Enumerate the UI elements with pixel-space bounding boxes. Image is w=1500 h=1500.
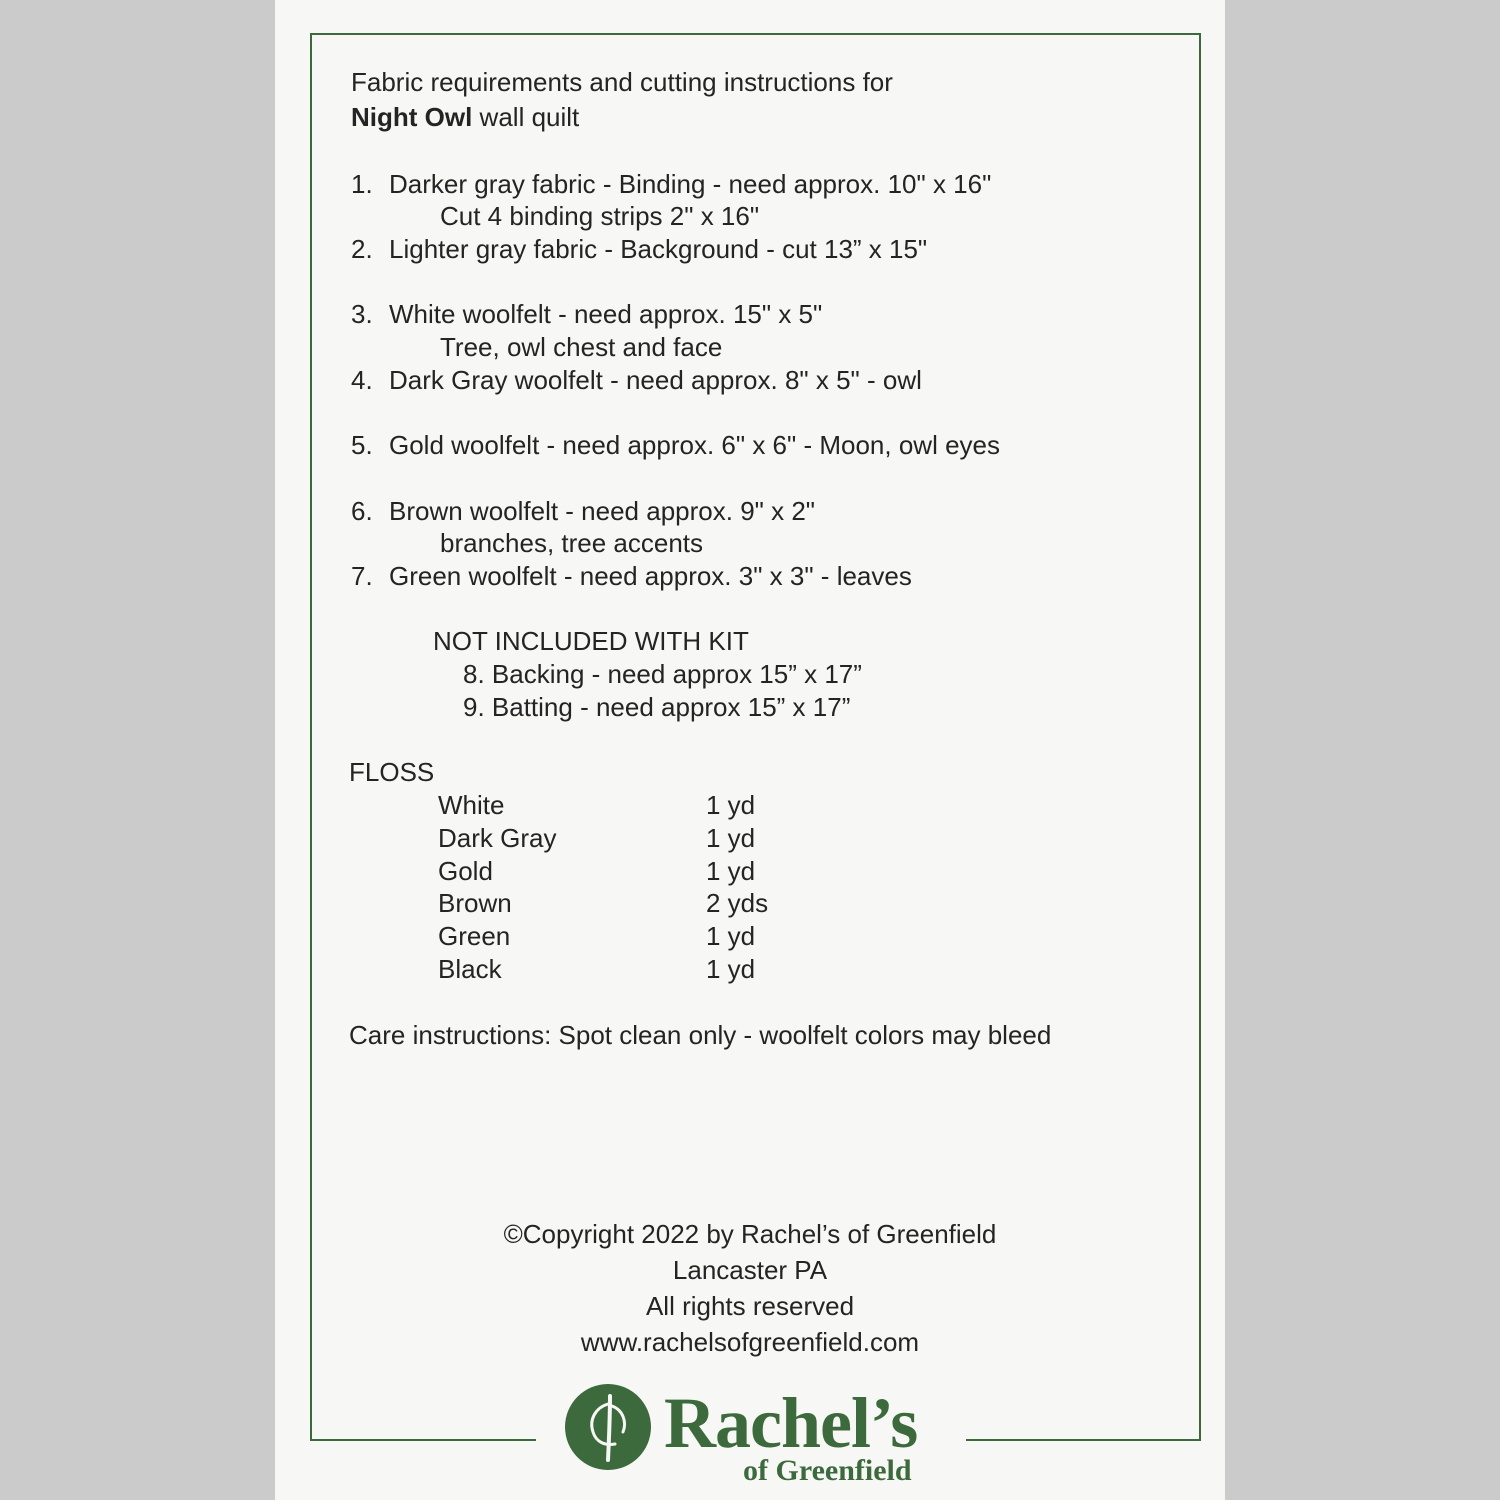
item-number: 7. [351,561,373,591]
quilt-type: wall quilt [472,102,580,132]
copyright-line: ©Copyright 2022 by Rachel’s of Greenfield [503,1219,997,1249]
item-number: 3. [351,299,373,329]
list-item [351,430,1000,460]
not-included-item: 8. Backing - need approx 15” x 17” [463,659,862,689]
floss-color: Green [438,921,511,951]
item-text: White woolfelt - need approx. 15" x 5" [389,299,823,329]
list-item [351,169,991,199]
needle-thread-logo-icon [565,1384,651,1470]
list-item [351,234,927,264]
care-instructions: Care instructions: Spot clean only - woolfelt colors may bleed [349,1020,1052,1050]
item-text: Gold woolfelt - need approx. 6" x 6" - Moon, owl eyes [389,430,1000,460]
quilt-name: Night Owl [351,102,473,132]
item-text: Lighter gray fabric - Background - cut 13” x 15" [389,234,928,264]
list-item-sub: branches, tree accents [440,528,704,558]
floss-amount: 2 yds [706,888,769,918]
floss-color: White [438,790,505,820]
item-text: Dark Gray woolfelt - need approx. 8" x 5" - owl [389,365,922,395]
item-text: Green woolfelt - need approx. 3" x 3" - leaves [389,561,912,591]
not-included-heading: NOT INCLUDED WITH KIT [433,626,749,656]
frame-border-bottom-right [966,1439,1201,1441]
item-text: Brown woolfelt - need approx. 9" x 2" [389,496,816,526]
frame-border-left [310,33,312,1440]
floss-amount: 1 yd [706,954,756,984]
floss-amount: 1 yd [706,823,756,853]
frame-border-top [310,33,1201,35]
floss-color: Gold [438,856,493,886]
floss-amount: 1 yd [706,790,756,820]
title-line-1: Fabric requirements and cutting instructions for [351,67,893,97]
website-url: www.rachelsofgreenfield.com [580,1327,920,1357]
copyright-location: Lancaster PA [672,1255,828,1285]
item-number: 5. [351,430,373,460]
floss-amount: 1 yd [706,856,756,886]
item-number: 6. [351,496,373,526]
floss-amount: 1 yd [706,921,756,951]
item-number: 4. [351,365,373,395]
item-number: 1. [351,169,373,199]
brand-logo-subtitle: of Greenfield [743,1454,912,1487]
item-number: 2. [351,234,373,264]
list-item [351,561,912,591]
title-line-2 [351,102,579,132]
floss-color: Black [438,954,502,984]
list-item [351,299,822,329]
list-item [351,496,815,526]
copyright-rights: All rights reserved [645,1291,855,1321]
list-item [351,365,922,395]
brand-logo-name: Rachel’s [664,1383,918,1463]
frame-border-right [1199,33,1201,1440]
floss-color: Brown [438,888,512,918]
not-included-item: 9. Batting - need approx 15” x 17” [463,692,851,722]
frame-border-bottom-left [310,1439,536,1441]
floss-heading: FLOSS [349,757,435,787]
item-text: Darker gray fabric - Binding - need approx. 10" x 16" [389,169,992,199]
list-item-sub: Cut 4 binding strips 2" x 16" [440,201,760,231]
floss-color: Dark Gray [438,823,557,853]
list-item-sub: Tree, owl chest and face [440,332,723,362]
